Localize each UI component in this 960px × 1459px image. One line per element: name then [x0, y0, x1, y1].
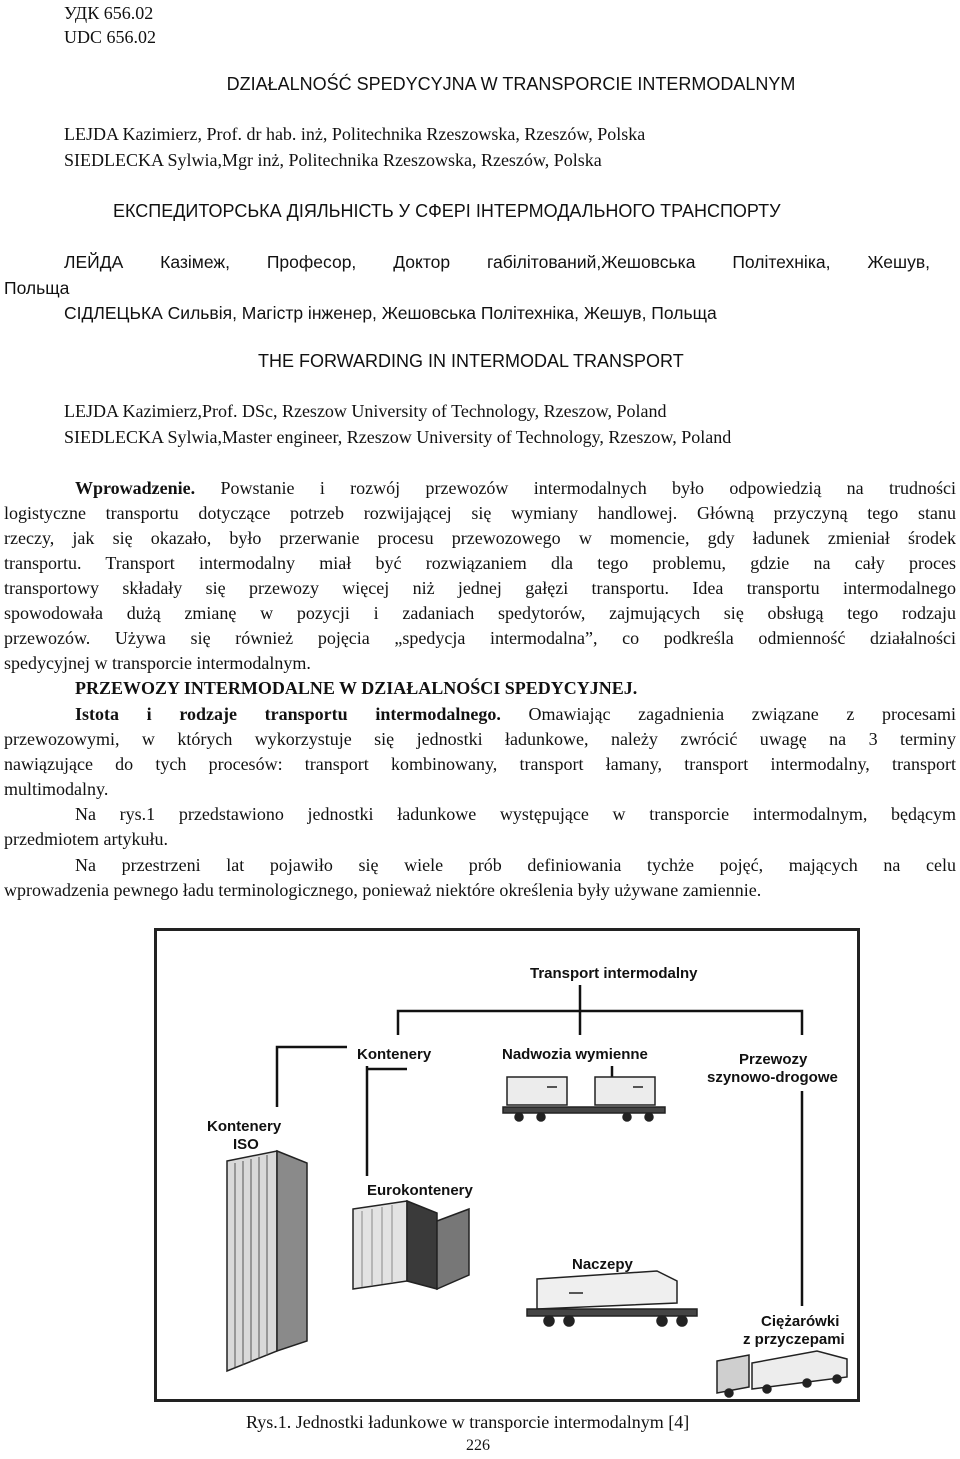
- label-kontenery: Kontenery: [357, 1046, 432, 1063]
- label-ciezarowki: Ciężarówki: [761, 1313, 840, 1330]
- istota-line: multimodalny.: [4, 779, 109, 799]
- title-english: THE FORWARDING IN INTERMODAL TRANSPORT: [258, 351, 684, 371]
- page-number: 226: [466, 1437, 490, 1454]
- intro-line: przewozów. Używa się również pojęcia „spedycja intermodalna”, co podkreśla odmienność działalności: [4, 628, 956, 648]
- udk-code: УДК 656.02: [64, 3, 154, 23]
- intro-line: transportowy składały się przewozy więcej niż jednej gałęzi transportu. Idea transportu intermodalnego: [4, 578, 956, 598]
- istota-line: przewozowymi, w których wykorzystuje się jednostki ładunkowe, należy zwrócić uwagę na 3 terminy: [4, 729, 956, 749]
- label-szynowo-drogowe: szynowo-drogowe: [707, 1069, 838, 1086]
- intro-line: spowodowała dużą zmianę w pozycji i zadaniach spedytorów, zajmujących się obsługą tego rodzaju: [4, 603, 956, 623]
- author-line-uk-3: СІДЛЕЦЬКА Сильвія, Магістр інженер, Жешовська Політехніка, Жешув, Польща: [64, 303, 717, 323]
- istota-line: nawiązujące do tych procesów: transport kombinowany, transport łamany, transport intermodalny, transport: [4, 754, 956, 774]
- istota-first-line: [75, 704, 956, 725]
- author-line-en-2: SIEDLECKA Sylwia,Master engineer, Rzeszow University of Technology, Rzeszow, Poland: [64, 427, 732, 447]
- author-line-pl-2: SIEDLECKA Sylwia,Mgr inż, Politechnika Rzeszowska, Rzeszów, Polska: [64, 150, 602, 170]
- author-line-pl-1: LEJDA Kazimierz, Prof. dr hab. inż, Politechnika Rzeszowska, Rzeszów, Polska: [64, 124, 646, 144]
- last-paragraph-line: wprowadzenia pewnego ładu terminologicznego, ponieważ niektóre określenia były używane zamiennie.: [4, 880, 762, 900]
- author-line-uk-2: Польща: [4, 278, 70, 298]
- figure-intermodal-units: [154, 928, 860, 1402]
- author-line-uk-1: ЛЕЙДА Казімеж, Професор, Доктор габілітований,Жешовська Політехніка, Жешув,: [64, 252, 930, 272]
- intro-line: rzeczy, jak się okazało, było przerwanie procesu przewozowego w momencie, gdy ładunek zmieniał środek: [4, 528, 956, 548]
- eurocontainer-illustration: [353, 1201, 469, 1289]
- intro-first-line-text: Powstanie i rozwój przewozów intermodalnych było odpowiedzią na trudności: [195, 478, 956, 498]
- istota-first-line-text: Omawiając zagadnienia związane z procesami: [500, 704, 956, 724]
- figure-caption: Rys.1. Jednostki ładunkowe w transporcie intermodalnym [4]: [246, 1412, 690, 1432]
- label-naczepy: Naczepy: [572, 1256, 633, 1273]
- semitrailer-illustration: [527, 1271, 697, 1326]
- title-ukrainian: ЕКСПЕДИТОРСЬКА ДІЯЛЬНІСТЬ У СФЕРІ ІНТЕРМОДАЛЬНОГО ТРАНСПОРТУ: [113, 201, 781, 221]
- section-heading: PRZEWOZY INTERMODALNE W DZIAŁALNOŚCI SPEDYCYJNEJ.: [75, 678, 638, 698]
- iso-container-illustration: [227, 1151, 307, 1371]
- intro-heading: Wprowadzenie.: [75, 478, 196, 498]
- intro-line: transportu. Transport intermodalny miał być rozwiązaniem dla tego problemu, gdzie na cały proces: [4, 553, 956, 573]
- rys-paragraph-line: Na rys.1 przedstawiono jednostki ładunkowe występujące w transporcie intermodalnym, będącym: [75, 804, 956, 824]
- label-eurokontenery: Eurokontenery: [367, 1182, 473, 1199]
- last-paragraph-line: Na przestrzeni lat pojawiło się wiele prób definiowania tychże pojęć, mających na celu: [75, 855, 956, 875]
- label-przewozy: Przewozy: [739, 1051, 808, 1068]
- udc-code: UDC 656.02: [64, 27, 157, 47]
- swap-bodies-illustration: [503, 1077, 665, 1121]
- intro-line: spedycyjnej w transporcie intermodalnym.: [4, 653, 311, 673]
- label-z-przyczepami: z przyczepami: [743, 1331, 845, 1348]
- intro-first-line: [75, 478, 956, 499]
- title-polish: DZIAŁALNOŚĆ SPEDYCYJNA W TRANSPORCIE INTERMODALNYM: [226, 74, 796, 94]
- truck-trailers-illustration: [717, 1351, 847, 1397]
- figure-diagram: [157, 931, 857, 1399]
- label-kontenery-iso-1: Kontenery: [207, 1118, 282, 1135]
- author-line-en-1: LEJDA Kazimierz,Prof. DSc, Rzeszow University of Technology, Rzeszow, Poland: [64, 401, 667, 421]
- label-kontenery-iso-2: ISO: [233, 1136, 259, 1153]
- rys-paragraph-line: przedmiotem artykułu.: [4, 829, 168, 849]
- istota-heading: Istota i rodzaje transportu intermodalnego.: [75, 704, 501, 724]
- label-nadwozia-wymienne: Nadwozia wymienne: [502, 1046, 648, 1063]
- intro-line: logistyczne transportu dotyczące potrzeb rozwijającej się wymiany handlowej. Główną przyczyną tego stanu: [4, 503, 956, 523]
- figure-title: Transport intermodalny: [530, 965, 698, 982]
